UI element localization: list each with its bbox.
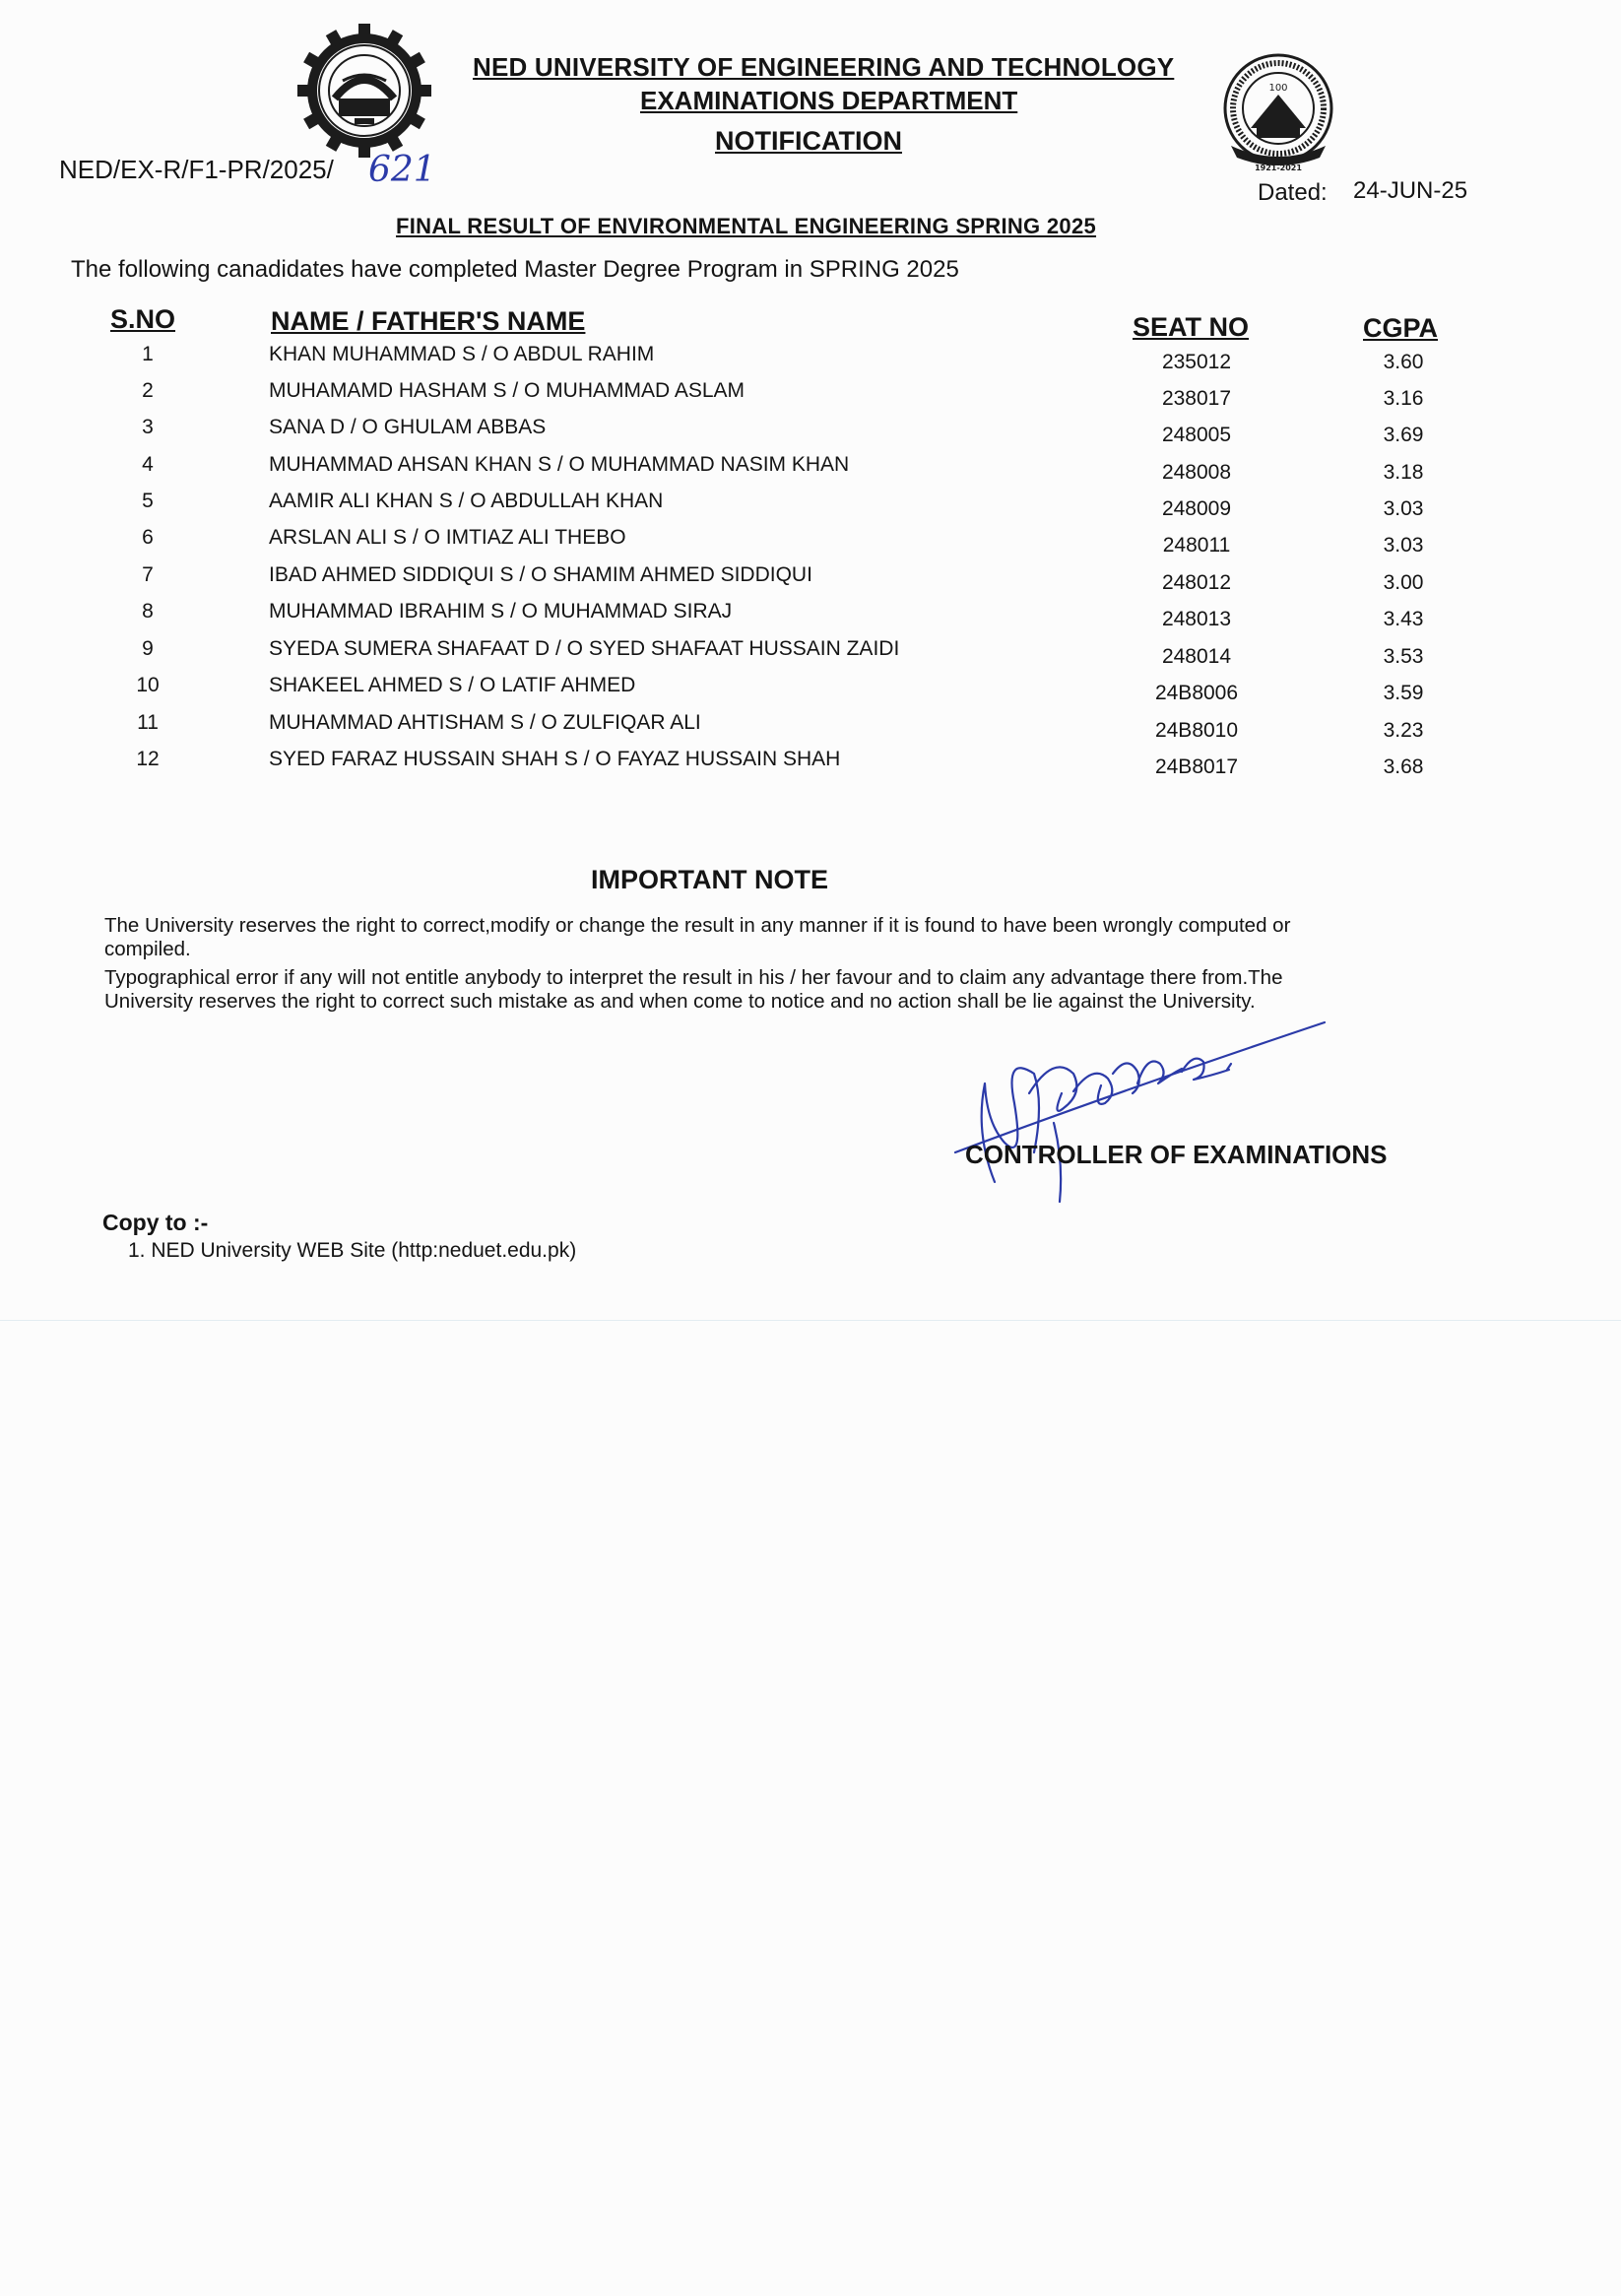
- cell-cgpa: 3.69: [1383, 424, 1424, 446]
- cell-seat: 235012: [1161, 351, 1232, 373]
- cell-name: ARSLAN ALI S / O IMTIAZ ALI THEBO: [269, 526, 626, 549]
- cell-name: SANA D / O GHULAM ABBAS: [269, 416, 547, 438]
- cell-name: KHAN MUHAMMAD S / O ABDUL RAHIM: [269, 343, 655, 365]
- cell-sno: 3: [142, 416, 154, 438]
- cell-cgpa: 3.00: [1383, 571, 1424, 594]
- handwritten-reference-number: [364, 144, 443, 191]
- cell-seat: 24B8006: [1154, 682, 1239, 704]
- column-header-sno: S.NO: [110, 304, 176, 334]
- cell-sno: 4: [142, 453, 154, 476]
- cell-sno: 6: [142, 526, 154, 549]
- cell-seat: 248005: [1161, 424, 1232, 446]
- seal-number-text: 100: [1268, 83, 1288, 94]
- cell-sno: 11: [137, 711, 159, 734]
- table-row: [0, 563, 1621, 599]
- cell-sno: 2: [142, 379, 154, 402]
- university-name: NED UNIVERSITY OF ENGINEERING AND TECHNOLOGY: [473, 52, 1175, 82]
- reference-number: NED/EX-R/F1-PR/2025/: [59, 155, 334, 184]
- table-row: [0, 748, 1621, 783]
- cell-cgpa: 3.60: [1383, 351, 1424, 373]
- dated-value: 24-JUN-25: [1353, 177, 1468, 204]
- result-title: FINAL RESULT OF ENVIRONMENTAL ENGINEERING SPRING 2025: [396, 214, 1097, 238]
- cell-cgpa: 3.03: [1383, 534, 1424, 557]
- cell-cgpa: 3.16: [1383, 387, 1424, 410]
- cell-seat: 248011: [1162, 534, 1231, 557]
- cell-seat: 248012: [1161, 571, 1232, 594]
- column-header-seat: SEAT NO: [1133, 312, 1250, 342]
- column-header-name: NAME / FATHER'S NAME: [271, 306, 586, 336]
- handwritten-signature-icon: [936, 1015, 1329, 1212]
- copy-to-label: Copy to :-: [102, 1210, 209, 1235]
- university-gear-logo-icon: [295, 22, 433, 160]
- cell-sno: 1: [142, 343, 154, 365]
- cell-sno: 5: [142, 490, 154, 512]
- cell-sno: 9: [142, 637, 154, 660]
- table-row: [0, 674, 1621, 709]
- table-row: [0, 343, 1621, 378]
- cell-cgpa: 3.18: [1383, 461, 1424, 484]
- table-row: [0, 526, 1621, 561]
- cell-name: AAMIR ALI KHAN S / O ABDULLAH KHAN: [269, 490, 664, 512]
- cell-seat: 248014: [1161, 645, 1232, 668]
- scan-divider: [0, 1320, 1621, 1321]
- cell-cgpa: 3.43: [1383, 608, 1424, 630]
- notification-title: NOTIFICATION: [715, 126, 902, 156]
- note-paragraph-2: Typographical error if any will not entitle anybody to interpret the result in his / her favour and to claim any advantage there from.The University reserves the right to correct such mistake as and when come to notice and no action shall be lie against the University.: [104, 966, 1283, 1013]
- cell-seat: 24B8010: [1154, 719, 1239, 742]
- cell-sno: 7: [142, 563, 154, 586]
- cell-seat: 248009: [1161, 497, 1232, 520]
- centenary-seal-icon: [1217, 51, 1339, 173]
- cell-sno: 12: [136, 748, 160, 770]
- controller-title: CONTROLLER OF EXAMINATIONS: [965, 1140, 1388, 1169]
- table-row: [0, 416, 1621, 451]
- cell-cgpa: 3.68: [1383, 755, 1424, 778]
- cell-cgpa: 3.23: [1383, 719, 1424, 742]
- table-row: [0, 379, 1621, 415]
- table-row: [0, 453, 1621, 489]
- table-row: [0, 637, 1621, 673]
- cell-name: SHAKEEL AHMED S / O LATIF AHMED: [269, 674, 636, 696]
- cell-seat: 238017: [1161, 387, 1232, 410]
- cell-seat: 24B8017: [1154, 755, 1239, 778]
- table-row: [0, 490, 1621, 525]
- seal-year-text: 1921-2021: [1255, 164, 1302, 172]
- cell-seat: 248013: [1161, 608, 1232, 630]
- cell-cgpa: 3.59: [1383, 682, 1424, 704]
- cell-name: MUHAMMAD AHTISHAM S / O ZULFIQAR ALI: [269, 711, 701, 734]
- cell-cgpa: 3.53: [1383, 645, 1424, 668]
- table-row: [0, 600, 1621, 635]
- cell-name: MUHAMMAD IBRAHIM S / O MUHAMMAD SIRAJ: [269, 600, 733, 623]
- note-paragraph-1: The University reserves the right to correct,modify or change the result in any manner if it is found to have been wrongly computed or compiled.: [104, 914, 1291, 960]
- cell-name: IBAD AHMED SIDDIQUI S / O SHAMIM AHMED SIDDIQUI: [269, 563, 812, 586]
- copy-to-item: 1. NED University WEB Site (http:neduet.edu.pk): [128, 1239, 577, 1262]
- important-note-title: IMPORTANT NOTE: [591, 865, 828, 894]
- department-name: EXAMINATIONS DEPARTMENT: [640, 86, 1018, 115]
- cell-cgpa: 3.03: [1383, 497, 1424, 520]
- cell-seat: 248008: [1161, 461, 1232, 484]
- intro-text: The following canadidates have completed Master Degree Program in SPRING 2025: [71, 256, 959, 283]
- cell-name: SYED FARAZ HUSSAIN SHAH S / O FAYAZ HUSSAIN SHAH: [269, 748, 841, 770]
- table-row: [0, 711, 1621, 747]
- cell-sno: 8: [142, 600, 154, 623]
- svg-text:621: 621: [368, 150, 436, 190]
- cell-sno: 10: [136, 674, 160, 696]
- dated-label: Dated:: [1258, 179, 1328, 206]
- cell-name: MUHAMMAD AHSAN KHAN S / O MUHAMMAD NASIM KHAN: [269, 453, 850, 476]
- column-header-cgpa: CGPA: [1363, 313, 1439, 343]
- cell-name: MUHAMAMD HASHAM S / O MUHAMMAD ASLAM: [269, 379, 746, 402]
- cell-name: SYEDA SUMERA SHAFAAT D / O SYED SHAFAAT HUSSAIN ZAIDI: [269, 637, 900, 660]
